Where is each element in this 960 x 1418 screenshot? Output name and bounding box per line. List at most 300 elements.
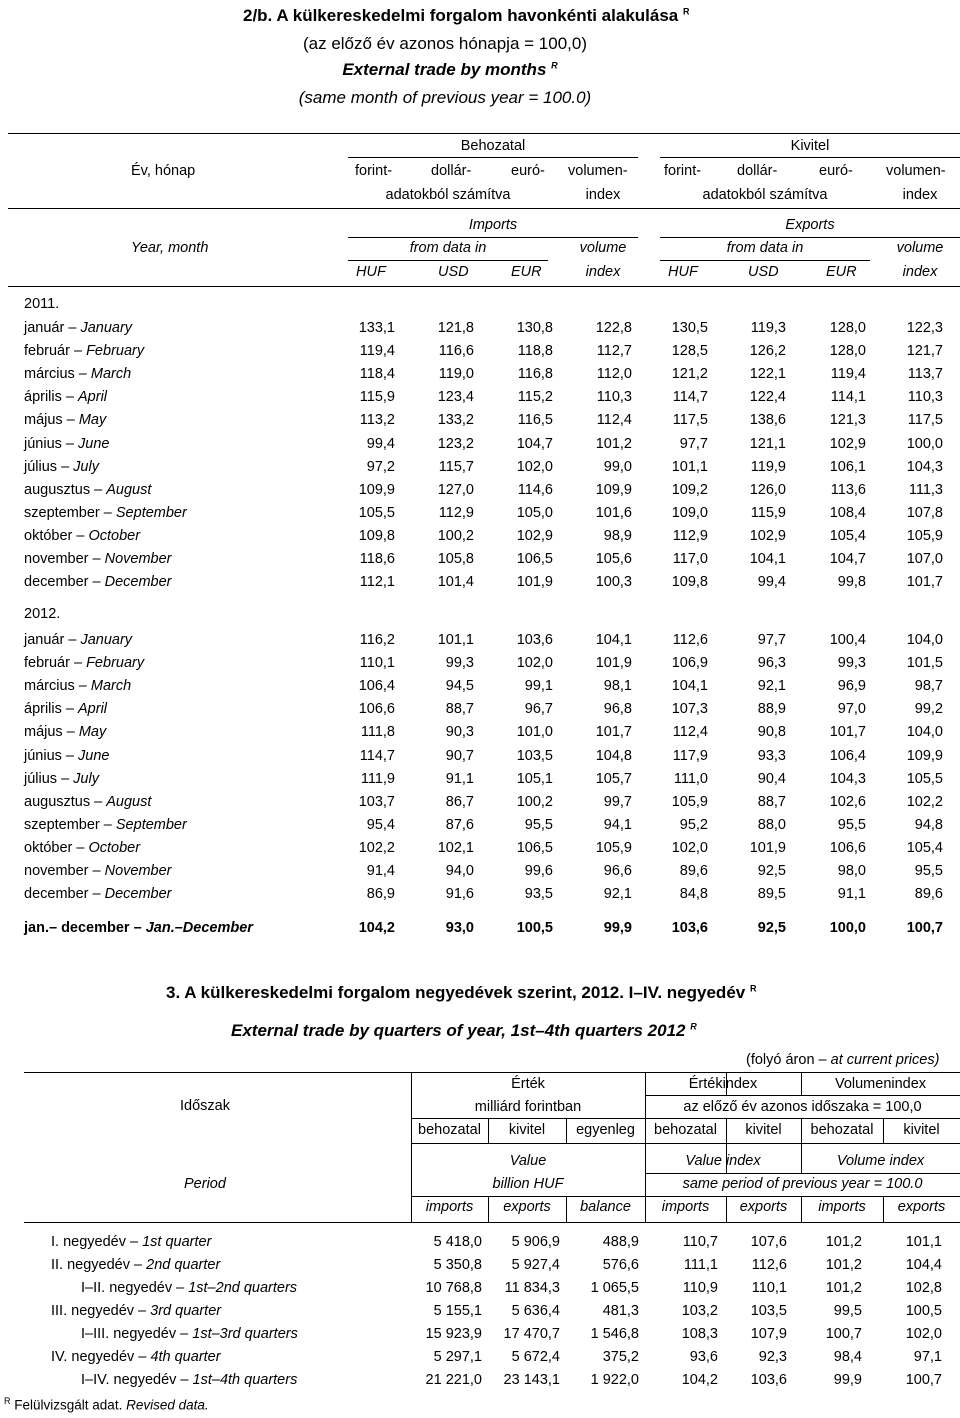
table-cell: 86,9 — [366, 886, 395, 903]
table-cell: 93,5 — [524, 886, 553, 903]
table-cell: 95,5 — [914, 863, 943, 879]
table2-title-en: External trade by quarters of year, 1st–4th quarters 2012 $^R$ — [231, 1021, 697, 1040]
header-index-en-2: index — [902, 264, 938, 280]
table-cell: 122,4 — [749, 389, 786, 406]
table-cell: 93,0 — [445, 920, 474, 936]
quarter-row-label — [51, 1234, 211, 1250]
quarter-cell: 1 546,8 — [590, 1326, 639, 1342]
row-label-en: June — [78, 435, 110, 452]
table-cell: 112,9 — [672, 527, 708, 544]
row-label-hu: május — [24, 412, 63, 429]
table-cell: 133,2 — [437, 412, 474, 429]
table-cell: 95,5 — [837, 816, 866, 833]
table-cell: 95,2 — [679, 816, 708, 833]
table-cell: 122,8 — [595, 320, 632, 336]
table-cell: 103,5 — [516, 747, 553, 764]
table-cell: 126,2 — [749, 343, 786, 360]
row-label: október – October — [24, 839, 141, 856]
header-mid-rule — [8, 208, 960, 209]
table-cell: 92,1 — [603, 886, 632, 903]
quarter-cell: 101,2 — [825, 1257, 862, 1273]
table-cell: 105,7 — [595, 770, 632, 787]
table-cell: 115,9 — [359, 389, 395, 406]
table-cell: 104,1 — [671, 678, 708, 695]
table-cell: 98,9 — [603, 527, 632, 544]
t2-header-volume-index: Volume index — [836, 1153, 925, 1169]
header-index-2: index — [902, 187, 938, 203]
quarter-cell: 110,1 — [751, 1280, 787, 1296]
table-cell: 94,0 — [445, 863, 474, 879]
quarter-cell: 1 065,5 — [590, 1280, 639, 1296]
quarter-cell: 488,9 — [602, 1234, 639, 1250]
import-fromdata-rule — [348, 260, 548, 261]
table-cell: 130,5 — [671, 320, 708, 336]
table-cell: 118,4 — [359, 366, 395, 383]
table-cell: 86,7 — [445, 793, 474, 810]
t2-hu-index-rule — [645, 1095, 960, 1096]
table-cell: 99,1 — [524, 678, 553, 695]
table-cell: 100,2 — [437, 527, 474, 544]
t2-header-behozatal-3: behozatal — [810, 1122, 874, 1138]
row-label: február – February — [24, 655, 145, 672]
row-label: június – June — [24, 747, 110, 764]
table2-prices-note: (folyó áron – at current prices) — [746, 1052, 940, 1068]
header-dollar: dollár- — [431, 163, 472, 179]
table-cell: 88,7 — [757, 793, 786, 810]
t2-header-behozatal-2: behozatal — [654, 1122, 717, 1138]
row-label-en: October — [88, 839, 141, 856]
quarter-cell: 111,1 — [683, 1257, 718, 1273]
table1-subtitle-hu: (az előző év azonos hónapja = 100,0) — [302, 34, 587, 53]
row-label: november – November — [24, 863, 172, 879]
table-cell: 121,7 — [906, 343, 943, 360]
t2-header-imports-2: imports — [661, 1199, 710, 1215]
row-label-en: December — [104, 886, 172, 903]
row-label-en: May — [78, 412, 107, 429]
t2-header-imports: imports — [425, 1199, 474, 1215]
quarter-cell: 112,6 — [751, 1257, 787, 1273]
table-cell: 102,9 — [516, 527, 553, 544]
row-label-en: September — [115, 816, 187, 833]
table-cell: 105,0 — [516, 504, 553, 521]
table-cell: 105,5 — [906, 770, 943, 787]
quarter-label-hu: I–IV. negyedév – — [81, 1372, 189, 1388]
table-cell: 88,7 — [445, 701, 474, 718]
t2-header-value-index: Value index — [685, 1153, 761, 1169]
quarter-label-en: 1st–4th quarters — [192, 1372, 298, 1388]
quarter-label-hu: I–III. negyedév – — [81, 1326, 189, 1342]
row-label-en: June — [78, 747, 110, 764]
table-cell: 98,0 — [837, 863, 866, 879]
table-cell: 97,7 — [679, 435, 708, 452]
table-cell: 98,1 — [603, 678, 632, 695]
year-2011-label: 2011. — [24, 296, 60, 312]
table-cell: 87,6 — [445, 816, 474, 833]
quarter-cell: 5 927,4 — [511, 1257, 560, 1273]
quarter-row-label — [81, 1280, 297, 1296]
row-label-en: October — [88, 527, 141, 544]
table-cell: 110,3 — [596, 389, 632, 406]
header-huf: HUF — [356, 264, 386, 280]
quarter-label-en: 1st quarter — [142, 1234, 212, 1250]
t2-header-idoszak: Időszak — [180, 1098, 230, 1114]
t2-header-volumenindex: Volumenindex — [834, 1076, 927, 1092]
table-cell: 107,0 — [906, 551, 943, 567]
table-cell: 118,8 — [517, 343, 553, 360]
header-top-rule — [8, 133, 960, 134]
table-cell: 112,0 — [596, 366, 632, 383]
table-cell: 96,6 — [603, 863, 632, 879]
table-cell: 117,0 — [672, 551, 708, 567]
table-cell: 108,4 — [829, 504, 866, 521]
table-cell: 94,5 — [445, 678, 474, 695]
table-cell: 105,5 — [358, 504, 395, 521]
row-label-hu: augusztus — [24, 481, 91, 498]
table-cell: 90,3 — [445, 724, 474, 741]
table-cell: 100,0 — [906, 435, 943, 452]
imports-rule — [348, 237, 638, 238]
table-cell: 96,8 — [603, 701, 632, 718]
table-cell: 119,0 — [438, 366, 474, 383]
quarter-row-label — [51, 1257, 220, 1273]
row-label: szeptember – September — [24, 816, 187, 833]
table-cell: 138,6 — [749, 412, 786, 429]
header-volume: volume — [579, 240, 627, 256]
quarter-label-hu: III. negyedév – — [51, 1303, 147, 1319]
table-cell: 107,8 — [906, 504, 943, 521]
table-cell: 123,4 — [437, 389, 474, 406]
table-cell: 111,8 — [360, 724, 395, 741]
table-cell: 122,3 — [906, 320, 943, 336]
table-cell: 102,0 — [671, 839, 708, 856]
table-cell: 107,3 — [671, 701, 708, 718]
header-eur-2: EUR — [826, 264, 857, 280]
row-label-hu: július — [24, 770, 58, 787]
t2-header-exports-3: exports — [897, 1199, 946, 1215]
table-cell: 103,6 — [671, 920, 708, 936]
row-label-en: November — [104, 863, 172, 879]
table-cell: 106,5 — [516, 839, 553, 856]
table-cell: 99,9 — [603, 920, 632, 936]
table-cell: 112,4 — [596, 412, 632, 429]
row-label-hu: szeptember — [24, 816, 100, 833]
header-imports: Imports — [468, 217, 518, 233]
table-cell: 104,7 — [516, 435, 553, 452]
table-cell: 105,4 — [829, 527, 866, 544]
table-cell: 121,3 — [829, 412, 866, 429]
table-cell: 111,0 — [673, 770, 708, 787]
table-cell: 95,5 — [524, 816, 553, 833]
row-label-hu: március — [24, 678, 75, 695]
row-label: január – January — [24, 632, 133, 648]
table-cell: 100,0 — [829, 920, 866, 936]
table-cell: 106,4 — [358, 678, 395, 695]
table-cell: 97,2 — [366, 458, 395, 475]
table-cell: 109,2 — [671, 481, 708, 498]
header-adatokbol-2: adatokból számítva — [702, 187, 828, 203]
quarter-cell: 5 636,4 — [511, 1303, 560, 1319]
t2-header-kivitel-3: kivitel — [903, 1122, 940, 1138]
quarter-cell: 5 672,4 — [511, 1349, 560, 1365]
table-cell: 88,0 — [757, 816, 786, 833]
quarter-label-en: 1st–2nd quarters — [188, 1280, 298, 1296]
table-cell: 103,7 — [358, 793, 395, 810]
table-cell: 98,7 — [914, 678, 943, 695]
table-cell: 103,6 — [516, 632, 553, 648]
quarter-cell: 100,7 — [825, 1326, 862, 1342]
table-cell: 89,6 — [914, 886, 943, 903]
quarter-cell: 5 297,1 — [433, 1349, 482, 1365]
table-cell: 116,6 — [438, 343, 474, 360]
row-label-en: February — [86, 655, 145, 672]
header-dollar-2: dollár- — [737, 163, 778, 179]
table-cell: 104,7 — [829, 551, 866, 567]
quarter-cell: 17 470,7 — [503, 1326, 560, 1342]
table-cell: 113,7 — [907, 366, 943, 383]
table1-title-hu: 2/b. A külkereskedelmi forgalom havonkénti alakulása $^R$ — [243, 6, 690, 25]
t2-en-sub-rule — [411, 1196, 960, 1197]
row-label-hu: november — [24, 863, 89, 879]
row-label-hu: július — [24, 458, 58, 475]
quarter-label-en: 4th quarter — [150, 1349, 221, 1365]
table-cell: 109,9 — [906, 747, 943, 764]
t2-header-period: Period — [184, 1176, 226, 1192]
table-cell: 114,1 — [830, 389, 866, 406]
quarter-cell: 103,2 — [681, 1303, 718, 1319]
row-label: november – November — [24, 551, 172, 567]
quarter-label-en: 2nd quarter — [146, 1257, 221, 1273]
table-cell: 112,7 — [596, 343, 632, 360]
table-cell: 101,7 — [829, 724, 866, 741]
table-cell: 116,5 — [517, 412, 553, 429]
quarter-cell: 100,5 — [905, 1303, 942, 1319]
quarter-cell: 101,1 — [905, 1234, 942, 1250]
behozatal-rule — [348, 157, 638, 158]
t2-header-same-period: same period of previous year = 100.0 — [682, 1176, 923, 1192]
table-cell: 99,6 — [524, 863, 553, 879]
table-cell: 100,4 — [829, 632, 866, 648]
row-label-hu: március — [24, 366, 75, 383]
table-cell: 109,0 — [671, 504, 708, 521]
table-cell: 123,2 — [437, 435, 474, 452]
table-cell: 112,1 — [359, 574, 395, 591]
table-cell: 121,8 — [437, 320, 474, 336]
table-cell: 119,4 — [830, 366, 866, 383]
t2-header-elozo: az előző év azonos időszaka = 100,0 — [683, 1099, 922, 1115]
row-label-hu: április — [24, 701, 62, 718]
kivitel-rule — [660, 157, 960, 158]
table-cell: 92,5 — [757, 863, 786, 879]
row-label-en: August — [106, 793, 152, 810]
row-label: jan.– december – Jan.–December — [24, 920, 253, 936]
table-cell: 101,0 — [516, 724, 553, 741]
table-cell: 101,9 — [516, 574, 553, 591]
header-usd-2: USD — [748, 264, 779, 280]
table-cell: 84,8 — [679, 886, 708, 903]
quarter-cell: 104,4 — [905, 1257, 942, 1273]
table-cell: 90,8 — [757, 724, 786, 741]
quarter-cell: 107,9 — [750, 1326, 787, 1342]
table-cell: 104,0 — [906, 724, 943, 741]
table-cell: 114,7 — [672, 389, 708, 406]
table-cell: 106,9 — [671, 655, 708, 672]
table-cell: 90,7 — [445, 747, 474, 764]
table-cell: 97,0 — [837, 701, 866, 718]
table-cell: 106,1 — [829, 458, 866, 475]
row-label-hu: december — [24, 886, 89, 903]
quarter-label-hu: II. negyedév – — [51, 1257, 143, 1273]
table-cell: 100,5 — [516, 920, 553, 936]
quarter-label-en: 3rd quarter — [150, 1303, 222, 1319]
table-cell: 101,5 — [906, 655, 943, 672]
row-label-hu: április — [24, 389, 62, 406]
table-cell: 122,1 — [749, 366, 786, 383]
table-cell: 106,5 — [516, 551, 553, 567]
table-cell: 91,1 — [837, 886, 866, 903]
quarter-cell: 5 418,0 — [433, 1234, 482, 1250]
table-cell: 101,1 — [671, 458, 708, 475]
t2-header-egyenleg: egyenleg — [576, 1122, 635, 1138]
quarter-cell: 99,5 — [833, 1303, 862, 1319]
quarter-cell: 101,2 — [825, 1280, 862, 1296]
table-cell: 116,2 — [359, 632, 395, 648]
table-cell: 96,7 — [524, 701, 553, 718]
table-cell: 104,1 — [595, 632, 632, 648]
t2-header-exports: exports — [503, 1199, 551, 1215]
row-label: március – March — [24, 678, 132, 695]
t2-header-ertek: Érték — [511, 1076, 545, 1092]
table-cell: 126,0 — [749, 481, 786, 498]
t2-header-balance: balance — [580, 1199, 631, 1215]
quarter-cell: 93,6 — [689, 1349, 718, 1365]
header-kivitel: Kivitel — [790, 138, 830, 154]
quarter-cell: 110,9 — [682, 1280, 718, 1296]
table-cell: 93,3 — [757, 747, 786, 764]
quarter-row-label — [51, 1303, 221, 1319]
table-cell: 102,2 — [906, 793, 943, 810]
table-cell: 102,2 — [358, 839, 395, 856]
row-label-en: September — [115, 504, 187, 521]
table-cell: 102,9 — [829, 435, 866, 452]
table-cell: 102,0 — [516, 458, 553, 475]
table-cell: 111,3 — [908, 481, 943, 498]
table-cell: 106,6 — [829, 839, 866, 856]
header-volumen-2: volumen- — [886, 163, 946, 179]
quarter-cell: 375,2 — [602, 1349, 639, 1365]
table-cell: 112,6 — [672, 632, 708, 648]
table-cell: 130,8 — [516, 320, 553, 336]
table-cell: 106,4 — [829, 747, 866, 764]
table-cell: 105,9 — [906, 527, 943, 544]
row-label: december – December — [24, 574, 172, 591]
table-cell: 113,6 — [830, 481, 866, 498]
table-cell: 113,2 — [359, 412, 395, 429]
table-cell: 102,6 — [829, 793, 866, 810]
table-cell: 91,6 — [445, 886, 474, 903]
t2-header-imports-3: imports — [818, 1199, 866, 1215]
row-label: július – July — [24, 770, 99, 787]
table-cell: 117,5 — [672, 412, 708, 429]
quarter-cell: 97,1 — [913, 1349, 942, 1365]
table1-title-en: External trade by months $^R$ — [342, 60, 558, 79]
quarter-cell: 23 143,1 — [503, 1372, 560, 1388]
header-huf-2: HUF — [668, 264, 698, 280]
table-cell: 115,7 — [438, 458, 474, 475]
table-cell: 101,6 — [595, 504, 632, 521]
header-behozatal: Behozatal — [460, 138, 526, 154]
table-cell: 127,0 — [437, 481, 474, 498]
row-label-hu: január — [24, 632, 65, 648]
table-cell: 99,3 — [445, 655, 474, 672]
t2-header-kivitel: kivitel — [508, 1122, 546, 1138]
table-cell: 100,7 — [906, 920, 943, 936]
table-cell: 117,5 — [907, 412, 943, 429]
header-forint-2: forint- — [664, 163, 702, 179]
table-cell: 114,7 — [359, 747, 395, 764]
table-cell: 96,3 — [757, 655, 786, 672]
table-cell: 99,0 — [603, 458, 632, 475]
quarter-cell: 92,3 — [758, 1349, 787, 1365]
quarter-cell: 102,8 — [905, 1280, 942, 1296]
table-cell: 105,9 — [671, 793, 708, 810]
quarter-cell: 98,4 — [833, 1349, 862, 1365]
table-cell: 105,9 — [595, 839, 632, 856]
quarter-cell: 99,9 — [833, 1372, 862, 1388]
header-volume-2: volume — [896, 240, 944, 256]
row-label-hu: június — [24, 435, 62, 452]
row-label: augusztus – August — [24, 481, 152, 498]
table-cell: 105,8 — [437, 551, 474, 567]
table-cell: 115,2 — [517, 389, 553, 406]
table-cell: 94,1 — [603, 816, 632, 833]
row-label: április – April — [24, 701, 108, 718]
quarter-row-label — [81, 1372, 297, 1388]
quarter-cell: 15 923,9 — [425, 1326, 482, 1342]
row-label: július – July — [24, 458, 99, 475]
row-label-hu: október — [24, 527, 73, 544]
table-cell: 99,2 — [914, 701, 943, 718]
table-cell: 91,1 — [445, 770, 474, 787]
t2-hu-sub-rule — [411, 1118, 960, 1119]
row-label-en: July — [73, 458, 99, 475]
row-label: május – May — [24, 412, 107, 429]
table-cell: 101,1 — [437, 632, 474, 648]
t2-bottom-rule — [24, 1222, 960, 1223]
header-index: index — [585, 187, 621, 203]
header-eur: EUR — [511, 264, 542, 280]
year-2012-label: 2012. — [24, 606, 61, 622]
row-label: augusztus – August — [24, 793, 152, 810]
header-usd: USD — [438, 264, 469, 280]
row-label: június – June — [24, 435, 110, 452]
table-cell: 111,9 — [360, 770, 395, 787]
table-cell: 117,9 — [672, 747, 708, 764]
table-cell: 104,1 — [749, 551, 786, 567]
t2-en-index-rule — [645, 1173, 960, 1174]
exports-rule — [660, 237, 960, 238]
quarter-cell: 576,6 — [602, 1257, 639, 1273]
row-label-hu: május — [24, 724, 63, 741]
table-cell: 100,2 — [516, 793, 553, 810]
row-label-en: November — [104, 551, 172, 567]
table-cell: 118,6 — [359, 551, 395, 567]
header-ev-honap: Év, hónap — [131, 163, 196, 179]
row-label: május – May — [24, 724, 107, 741]
table-cell: 109,8 — [671, 574, 708, 591]
table-cell: 104,8 — [595, 747, 632, 764]
row-label-hu: december — [24, 574, 89, 591]
t2-top-rule — [24, 1072, 960, 1073]
